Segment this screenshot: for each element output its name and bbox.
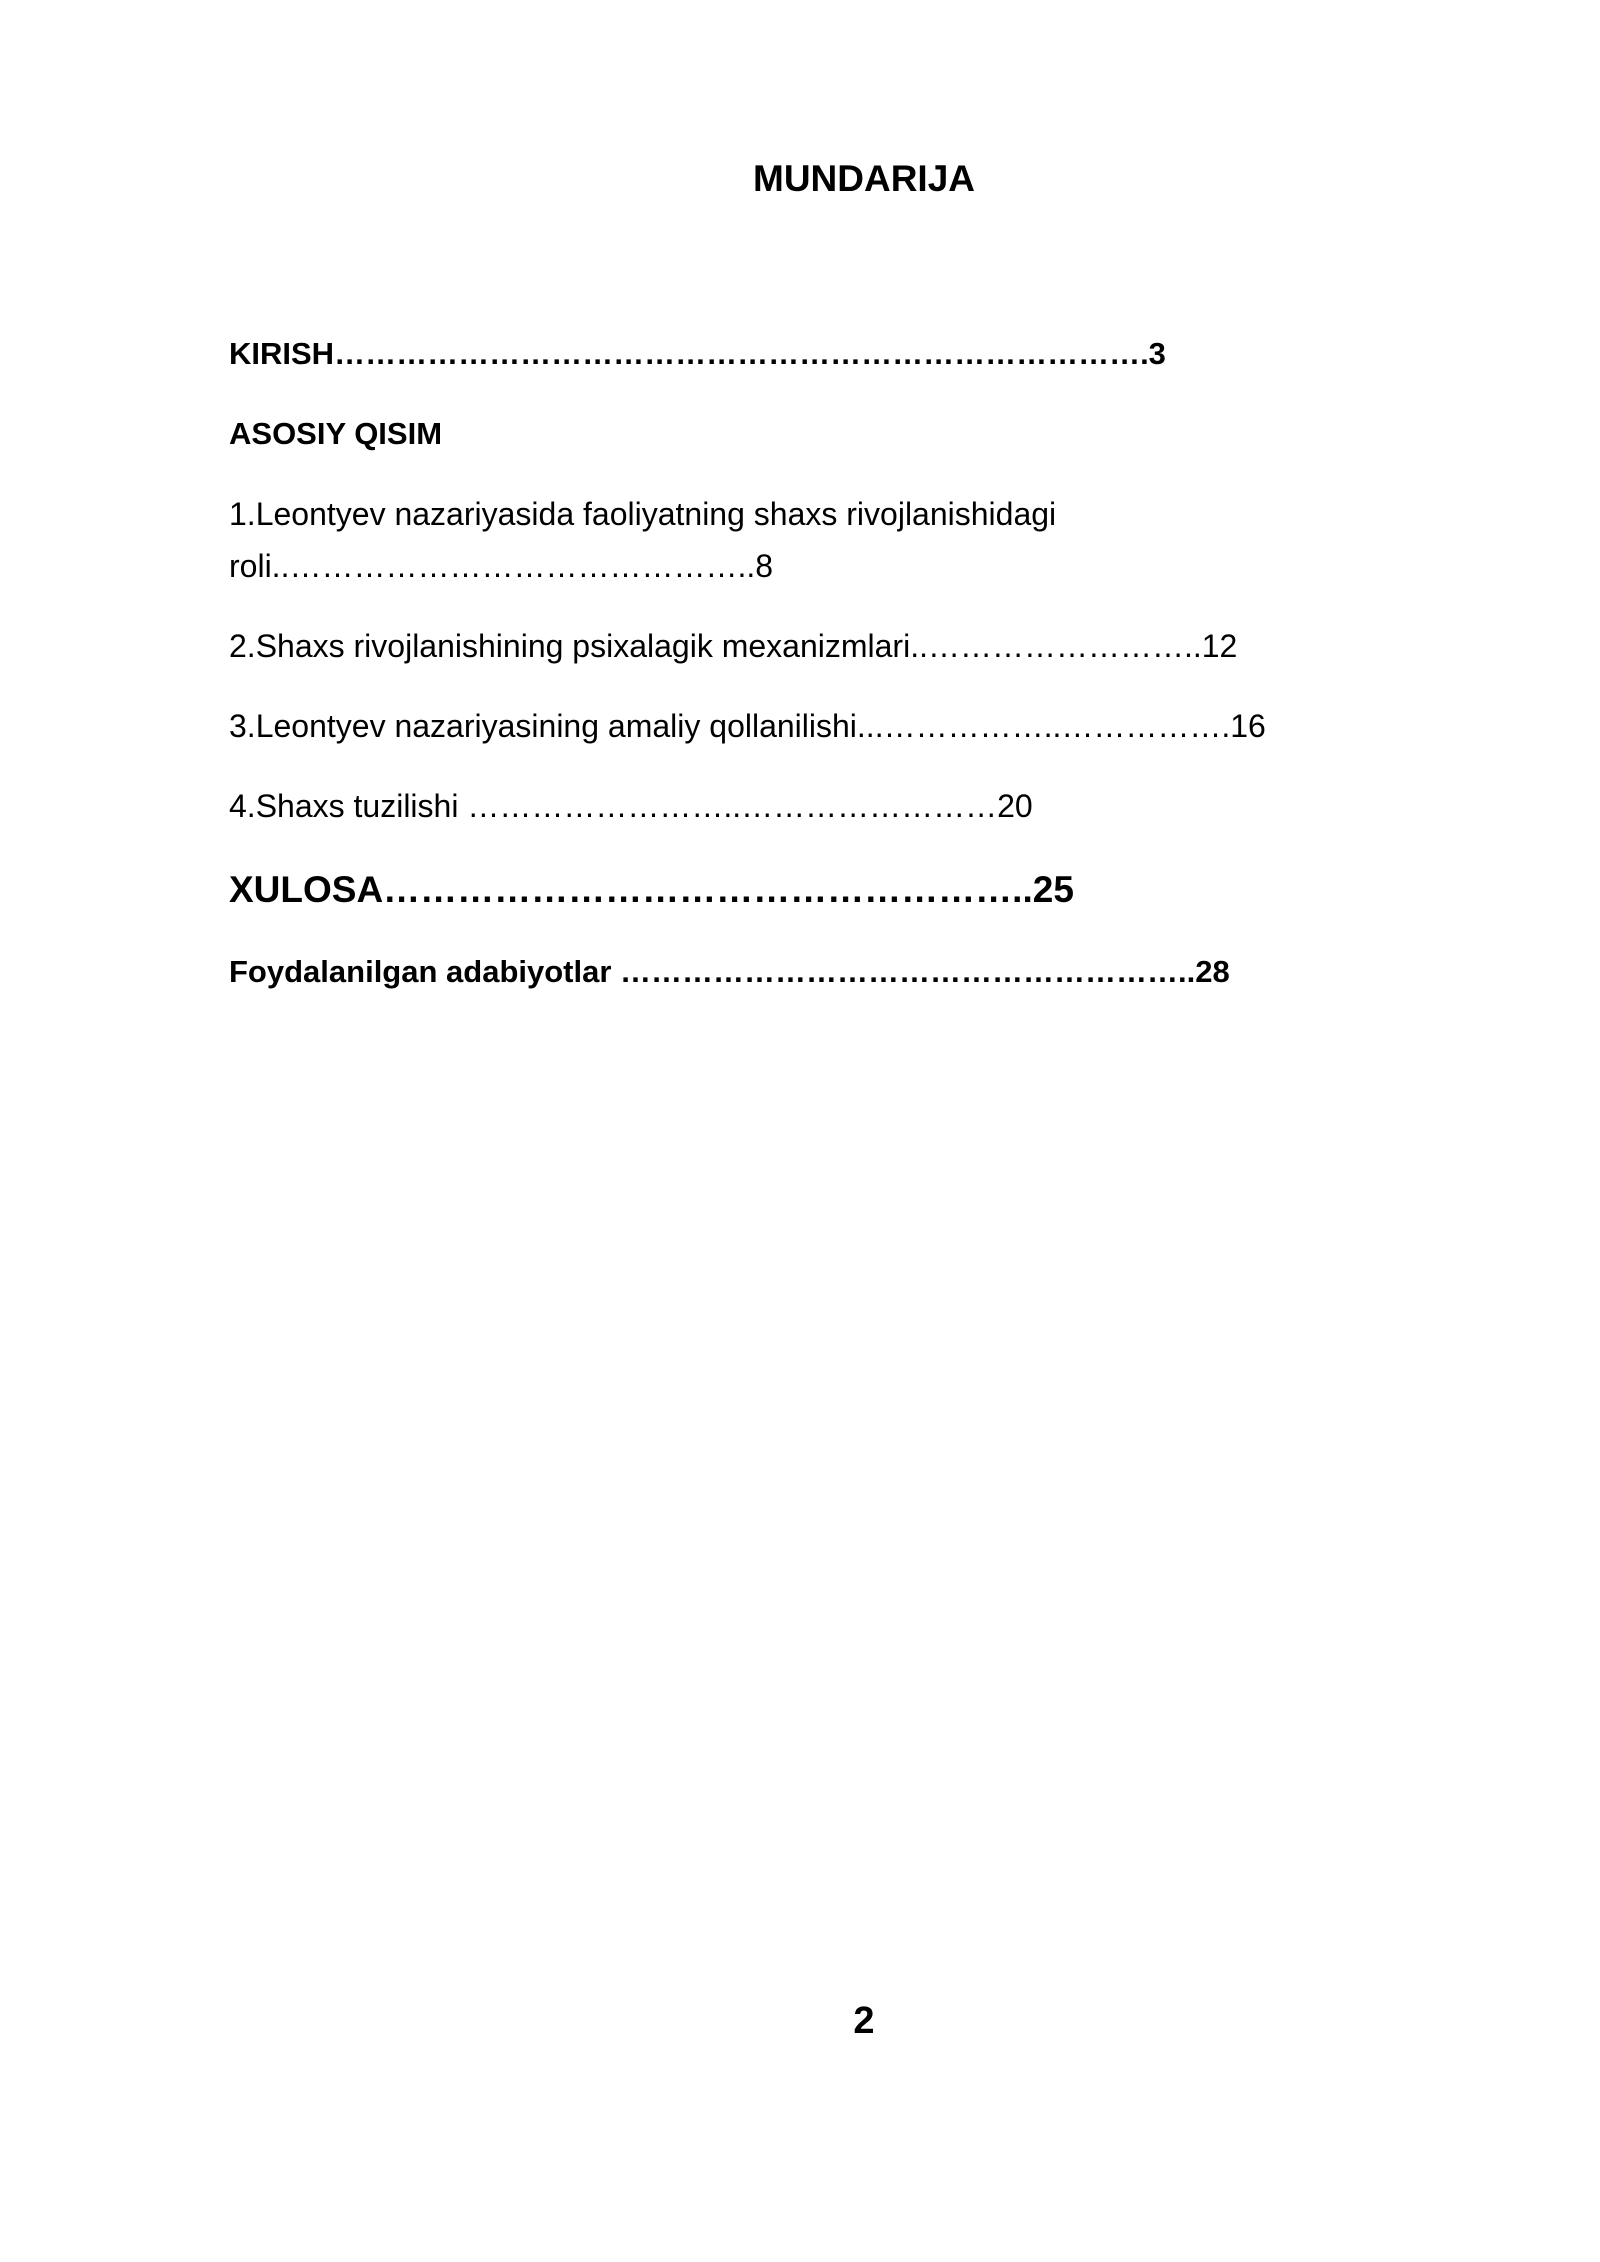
toc-entry-references: Foydalanilgan adabiyotlar ………………………………………………..28 bbox=[229, 954, 1230, 989]
toc-entry-kirish: KIRISH…………………………………………………………………….3 bbox=[229, 336, 1166, 371]
toc-entry-asosiy-qisim: ASOSIY QISIM bbox=[229, 416, 443, 451]
toc-entry-xulosa: XULOSA……………………………………………..25 bbox=[229, 869, 1074, 910]
toc-entry-3: 3.Leontyev nazariyasining amaliy qollanilishi...……………..…………….16 bbox=[229, 708, 1266, 744]
page-number: 2 bbox=[853, 2000, 875, 2042]
toc-entry-1-line-1: 1.Leontyev nazariyasida faoliyatning shaxs rivojlanishidagi bbox=[229, 496, 1057, 532]
toc-entry-2: 2.Shaxs rivojlanishining psixalagik mexanizmlari..……………………..12 bbox=[229, 628, 1238, 664]
toc-entry-4: 4.Shaxs tuzilishi ……………………..……………………20 bbox=[229, 788, 1033, 824]
page-title: MUNDARIJA bbox=[753, 158, 975, 199]
toc-entry-1-line-2: roli..……………………………………..8 bbox=[229, 548, 774, 584]
